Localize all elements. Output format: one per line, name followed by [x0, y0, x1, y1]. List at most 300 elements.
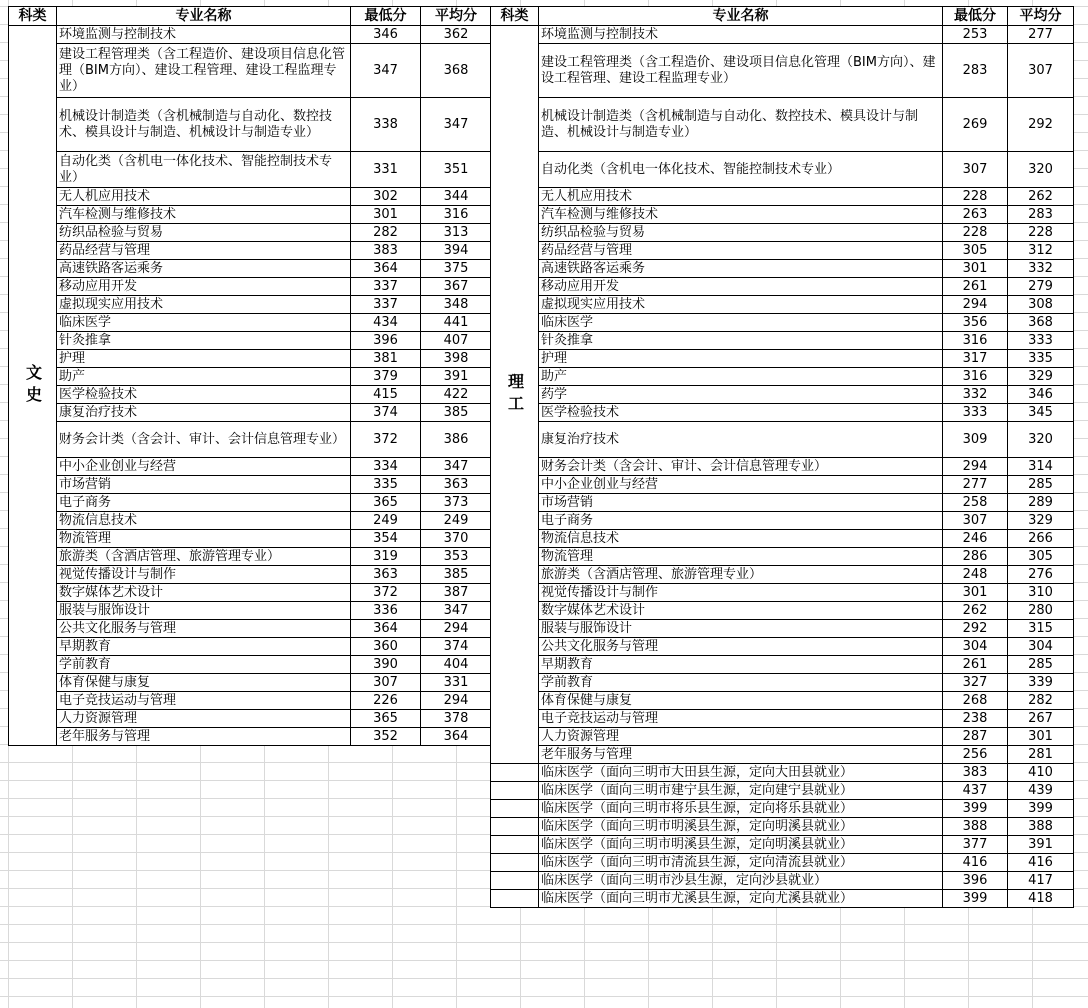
major-name-cell: 环境监测与控制技术	[539, 26, 943, 44]
table-row	[491, 314, 1074, 332]
major-name-cell: 早期教育	[539, 656, 943, 674]
table-row	[9, 530, 492, 548]
min-score-cell: 316	[943, 368, 1008, 386]
major-name-cell: 旅游类（含酒店管理、旅游管理专业）	[57, 548, 351, 566]
major-name-cell: 早期教育	[57, 638, 351, 656]
header-row	[491, 7, 1074, 26]
table-row	[491, 782, 1074, 800]
min-score-cell: 336	[351, 602, 421, 620]
min-score-cell: 249	[351, 512, 421, 530]
avg-score-cell: 279	[1008, 278, 1074, 296]
table-row	[491, 674, 1074, 692]
major-name-cell: 临床医学（面向三明市清流县生源，定向清流县就业）	[539, 854, 943, 872]
table-row	[491, 476, 1074, 494]
min-score-cell: 228	[943, 224, 1008, 242]
min-score-cell: 388	[943, 818, 1008, 836]
major-name-cell: 电子商务	[539, 512, 943, 530]
ligong-score-table	[490, 6, 1074, 908]
avg-score-cell: 362	[421, 26, 492, 44]
avg-score-cell: 331	[421, 674, 492, 692]
category-cell: 文史	[9, 26, 57, 746]
table-row	[491, 566, 1074, 584]
avg-score-cell: 347	[421, 602, 492, 620]
table-row	[491, 98, 1074, 152]
table-row	[491, 332, 1074, 350]
table-row	[491, 872, 1074, 890]
table-row	[9, 548, 492, 566]
major-name-cell: 临床医学（面向三明市大田县生源，定向大田县就业）	[539, 764, 943, 782]
category-cell: 理工	[491, 26, 539, 764]
min-score-cell: 248	[943, 566, 1008, 584]
table-row	[9, 188, 492, 206]
table-row	[491, 224, 1074, 242]
empty-category-cell	[491, 818, 539, 836]
table-row	[491, 422, 1074, 458]
major-name-cell: 建设工程管理类（含工程造价、建设项目信息化管理（BIM方向）、建设工程管理、建设工程监理专业）	[57, 44, 351, 98]
major-name-cell: 康复治疗技术	[539, 422, 943, 458]
empty-category-cell	[491, 836, 539, 854]
avg-score-cell: 313	[421, 224, 492, 242]
table-row	[9, 404, 492, 422]
avg-score-cell: 228	[1008, 224, 1074, 242]
avg-score-cell: 385	[421, 404, 492, 422]
min-score-cell: 307	[943, 512, 1008, 530]
table-row	[9, 296, 492, 314]
major-name-cell: 临床医学	[57, 314, 351, 332]
table-row	[491, 728, 1074, 746]
major-name-cell: 视觉传播设计与制作	[57, 566, 351, 584]
major-name-cell: 药品经营与管理	[57, 242, 351, 260]
major-name-cell: 医学检验技术	[57, 386, 351, 404]
avg-score-cell: 353	[421, 548, 492, 566]
major-name-cell: 临床医学	[539, 314, 943, 332]
table-row	[9, 44, 492, 98]
major-name-cell: 临床医学（面向三明市明溪县生源，定向明溪县就业）	[539, 836, 943, 854]
min-score-cell: 302	[351, 188, 421, 206]
min-score-cell: 331	[351, 152, 421, 188]
min-score-cell: 374	[351, 404, 421, 422]
major-name-cell: 物流管理	[539, 548, 943, 566]
avg-score-cell: 387	[421, 584, 492, 602]
min-score-cell: 305	[943, 242, 1008, 260]
min-score-cell: 317	[943, 350, 1008, 368]
min-score-cell: 319	[351, 548, 421, 566]
min-score-cell: 268	[943, 692, 1008, 710]
major-name-cell: 老年服务与管理	[539, 746, 943, 764]
min-score-cell: 383	[943, 764, 1008, 782]
avg-score-cell: 418	[1008, 890, 1074, 908]
min-score-cell: 261	[943, 656, 1008, 674]
avg-score-cell: 339	[1008, 674, 1074, 692]
min-score-cell: 253	[943, 26, 1008, 44]
major-name-cell: 无人机应用技术	[57, 188, 351, 206]
table-row	[491, 368, 1074, 386]
table-row	[9, 692, 492, 710]
major-name-cell: 康复治疗技术	[57, 404, 351, 422]
avg-score-cell: 262	[1008, 188, 1074, 206]
major-name-cell: 移动应用开发	[539, 278, 943, 296]
min-score-cell: 399	[943, 800, 1008, 818]
min-score-cell: 346	[351, 26, 421, 44]
major-name-cell: 中小企业创业与经营	[57, 458, 351, 476]
table-row	[491, 602, 1074, 620]
avg-score-cell: 386	[421, 422, 492, 458]
avg-score-cell: 312	[1008, 242, 1074, 260]
min-score-cell: 338	[351, 98, 421, 152]
min-score-cell: 352	[351, 728, 421, 746]
header-category: 科类	[491, 7, 539, 26]
min-score-cell: 337	[351, 296, 421, 314]
table-row	[9, 332, 492, 350]
min-score-cell: 415	[351, 386, 421, 404]
table-row	[491, 278, 1074, 296]
avg-score-cell: 283	[1008, 206, 1074, 224]
major-name-cell: 护理	[539, 350, 943, 368]
major-name-cell: 医学检验技术	[539, 404, 943, 422]
avg-score-cell: 307	[1008, 44, 1074, 98]
min-score-cell: 332	[943, 386, 1008, 404]
min-score-cell: 282	[351, 224, 421, 242]
min-score-cell: 399	[943, 890, 1008, 908]
min-score-cell: 309	[943, 422, 1008, 458]
major-name-cell: 建设工程管理类（含工程造价、建设项目信息化管理（BIM方向）、建设工程管理、建设工程监理专业）	[539, 44, 943, 98]
min-score-cell: 372	[351, 422, 421, 458]
major-name-cell: 高速铁路客运乘务	[539, 260, 943, 278]
avg-score-cell: 374	[421, 638, 492, 656]
avg-score-cell: 314	[1008, 458, 1074, 476]
min-score-cell: 364	[351, 620, 421, 638]
avg-score-cell: 385	[421, 566, 492, 584]
avg-score-cell: 305	[1008, 548, 1074, 566]
avg-score-cell: 310	[1008, 584, 1074, 602]
table-row	[9, 242, 492, 260]
table-row	[491, 746, 1074, 764]
table-row	[491, 350, 1074, 368]
table-row	[9, 566, 492, 584]
table-row	[491, 584, 1074, 602]
table-row	[9, 458, 492, 476]
avg-score-cell: 363	[421, 476, 492, 494]
avg-score-cell: 329	[1008, 368, 1074, 386]
major-name-cell: 虚拟现实应用技术	[57, 296, 351, 314]
header-min-score: 最低分	[943, 7, 1008, 26]
min-score-cell: 347	[351, 44, 421, 98]
avg-score-cell: 441	[421, 314, 492, 332]
table-row	[9, 98, 492, 152]
min-score-cell: 261	[943, 278, 1008, 296]
min-score-cell: 269	[943, 98, 1008, 152]
major-name-cell: 自动化类（含机电一体化技术、智能控制技术专业）	[57, 152, 351, 188]
major-name-cell: 机械设计制造类（含机械制造与自动化、数控技术、模具设计与制造、机械设计与制造专业）	[539, 98, 943, 152]
empty-category-cell	[491, 872, 539, 890]
table-row	[491, 764, 1074, 782]
min-score-cell: 437	[943, 782, 1008, 800]
avg-score-cell: 332	[1008, 260, 1074, 278]
major-name-cell: 临床医学（面向三明市尤溪县生源，定向尤溪县就业）	[539, 890, 943, 908]
min-score-cell: 238	[943, 710, 1008, 728]
avg-score-cell: 276	[1008, 566, 1074, 584]
min-score-cell: 277	[943, 476, 1008, 494]
avg-score-cell: 375	[421, 260, 492, 278]
avg-score-cell: 373	[421, 494, 492, 512]
avg-score-cell: 301	[1008, 728, 1074, 746]
avg-score-cell: 267	[1008, 710, 1074, 728]
major-name-cell: 电子竞技运动与管理	[57, 692, 351, 710]
avg-score-cell: 294	[421, 692, 492, 710]
min-score-cell: 372	[351, 584, 421, 602]
major-name-cell: 服装与服饰设计	[57, 602, 351, 620]
table-row	[491, 836, 1074, 854]
avg-score-cell: 285	[1008, 656, 1074, 674]
major-name-cell: 旅游类（含酒店管理、旅游管理专业）	[539, 566, 943, 584]
min-score-cell: 363	[351, 566, 421, 584]
major-name-cell: 无人机应用技术	[539, 188, 943, 206]
table-row	[491, 800, 1074, 818]
avg-score-cell: 370	[421, 530, 492, 548]
major-name-cell: 中小企业创业与经营	[539, 476, 943, 494]
avg-score-cell: 345	[1008, 404, 1074, 422]
avg-score-cell: 308	[1008, 296, 1074, 314]
major-name-cell: 纺织品检验与贸易	[57, 224, 351, 242]
min-score-cell: 307	[351, 674, 421, 692]
table-row	[491, 458, 1074, 476]
major-name-cell: 自动化类（含机电一体化技术、智能控制技术专业）	[539, 152, 943, 188]
min-score-cell: 379	[351, 368, 421, 386]
avg-score-cell: 294	[421, 620, 492, 638]
avg-score-cell: 346	[1008, 386, 1074, 404]
major-name-cell: 财务会计类（含会计、审计、会计信息管理专业）	[539, 458, 943, 476]
major-name-cell: 汽车检测与维修技术	[57, 206, 351, 224]
table-row	[491, 692, 1074, 710]
min-score-cell: 307	[943, 152, 1008, 188]
major-name-cell: 临床医学（面向三明市沙县生源，定向沙县就业）	[539, 872, 943, 890]
table-row	[491, 152, 1074, 188]
major-name-cell: 临床医学（面向三明市明溪县生源，定向明溪县就业）	[539, 818, 943, 836]
table-row	[9, 476, 492, 494]
table-row	[491, 548, 1074, 566]
avg-score-cell: 320	[1008, 152, 1074, 188]
major-name-cell: 临床医学（面向三明市建宁县生源，定向建宁县就业）	[539, 782, 943, 800]
major-name-cell: 体育保健与康复	[539, 692, 943, 710]
avg-score-cell: 347	[421, 458, 492, 476]
avg-score-cell: 410	[1008, 764, 1074, 782]
table-row	[9, 224, 492, 242]
header-row	[9, 7, 492, 26]
major-name-cell: 市场营销	[539, 494, 943, 512]
table-row	[491, 26, 1074, 44]
table-row	[491, 710, 1074, 728]
min-score-cell: 337	[351, 278, 421, 296]
major-name-cell: 助产	[539, 368, 943, 386]
avg-score-cell: 320	[1008, 422, 1074, 458]
table-row	[9, 728, 492, 746]
avg-score-cell: 422	[421, 386, 492, 404]
avg-score-cell: 329	[1008, 512, 1074, 530]
min-score-cell: 294	[943, 296, 1008, 314]
avg-score-cell: 347	[421, 98, 492, 152]
table-row	[9, 350, 492, 368]
min-score-cell: 226	[351, 692, 421, 710]
major-name-cell: 学前教育	[539, 674, 943, 692]
avg-score-cell: 394	[421, 242, 492, 260]
avg-score-cell: 398	[421, 350, 492, 368]
avg-score-cell: 364	[421, 728, 492, 746]
avg-score-cell: 277	[1008, 26, 1074, 44]
major-name-cell: 物流管理	[57, 530, 351, 548]
min-score-cell: 390	[351, 656, 421, 674]
major-name-cell: 电子商务	[57, 494, 351, 512]
avg-score-cell: 391	[1008, 836, 1074, 854]
min-score-cell: 356	[943, 314, 1008, 332]
min-score-cell: 292	[943, 620, 1008, 638]
min-score-cell: 396	[943, 872, 1008, 890]
major-name-cell: 市场营销	[57, 476, 351, 494]
avg-score-cell: 378	[421, 710, 492, 728]
table-row	[9, 26, 492, 44]
major-name-cell: 服装与服饰设计	[539, 620, 943, 638]
min-score-cell: 301	[943, 260, 1008, 278]
min-score-cell: 304	[943, 638, 1008, 656]
min-score-cell: 246	[943, 530, 1008, 548]
avg-score-cell: 416	[1008, 854, 1074, 872]
avg-score-cell: 315	[1008, 620, 1074, 638]
empty-category-cell	[491, 800, 539, 818]
empty-category-cell	[491, 782, 539, 800]
major-name-cell: 机械设计制造类（含机械制造与自动化、数控技术、模具设计与制造、机械设计与制造专业）	[57, 98, 351, 152]
min-score-cell: 258	[943, 494, 1008, 512]
major-name-cell: 针灸推拿	[57, 332, 351, 350]
table-row	[9, 710, 492, 728]
avg-score-cell: 304	[1008, 638, 1074, 656]
table-row	[491, 260, 1074, 278]
table-row	[491, 206, 1074, 224]
major-name-cell: 公共文化服务与管理	[57, 620, 351, 638]
avg-score-cell: 348	[421, 296, 492, 314]
table-row	[491, 818, 1074, 836]
avg-score-cell: 280	[1008, 602, 1074, 620]
major-name-cell: 药品经营与管理	[539, 242, 943, 260]
header-min-score: 最低分	[351, 7, 421, 26]
table-row	[9, 512, 492, 530]
major-name-cell: 财务会计类（含会计、审计、会计信息管理专业）	[57, 422, 351, 458]
major-name-cell: 虚拟现实应用技术	[539, 296, 943, 314]
avg-score-cell: 282	[1008, 692, 1074, 710]
avg-score-cell: 367	[421, 278, 492, 296]
min-score-cell: 228	[943, 188, 1008, 206]
major-name-cell: 体育保健与康复	[57, 674, 351, 692]
table-row	[491, 188, 1074, 206]
min-score-cell: 335	[351, 476, 421, 494]
table-row	[9, 368, 492, 386]
min-score-cell: 286	[943, 548, 1008, 566]
avg-score-cell: 399	[1008, 800, 1074, 818]
min-score-cell: 301	[943, 584, 1008, 602]
table-row	[9, 206, 492, 224]
wenshi-score-table	[8, 6, 492, 746]
major-name-cell: 人力资源管理	[539, 728, 943, 746]
header-major-name: 专业名称	[539, 7, 943, 26]
table-row	[491, 530, 1074, 548]
table-row	[9, 656, 492, 674]
avg-score-cell: 407	[421, 332, 492, 350]
min-score-cell: 287	[943, 728, 1008, 746]
avg-score-cell: 344	[421, 188, 492, 206]
major-name-cell: 药学	[539, 386, 943, 404]
table-row	[491, 890, 1074, 908]
avg-score-cell: 316	[421, 206, 492, 224]
table-row	[491, 296, 1074, 314]
table-row	[9, 494, 492, 512]
avg-score-cell: 368	[421, 44, 492, 98]
min-score-cell: 434	[351, 314, 421, 332]
min-score-cell: 396	[351, 332, 421, 350]
avg-score-cell: 391	[421, 368, 492, 386]
min-score-cell: 360	[351, 638, 421, 656]
major-name-cell: 数字媒体艺术设计	[539, 602, 943, 620]
table-row	[9, 422, 492, 458]
avg-score-cell: 292	[1008, 98, 1074, 152]
table-row	[9, 602, 492, 620]
major-name-cell: 环境监测与控制技术	[57, 26, 351, 44]
header-category: 科类	[9, 7, 57, 26]
min-score-cell: 262	[943, 602, 1008, 620]
min-score-cell: 327	[943, 674, 1008, 692]
avg-score-cell: 388	[1008, 818, 1074, 836]
min-score-cell: 383	[351, 242, 421, 260]
min-score-cell: 301	[351, 206, 421, 224]
min-score-cell: 316	[943, 332, 1008, 350]
min-score-cell: 381	[351, 350, 421, 368]
major-name-cell: 物流信息技术	[57, 512, 351, 530]
header-avg-score: 平均分	[421, 7, 492, 26]
table-row	[9, 584, 492, 602]
min-score-cell: 256	[943, 746, 1008, 764]
major-name-cell: 移动应用开发	[57, 278, 351, 296]
major-name-cell: 助产	[57, 368, 351, 386]
major-name-cell: 纺织品检验与贸易	[539, 224, 943, 242]
avg-score-cell: 439	[1008, 782, 1074, 800]
table-row	[491, 638, 1074, 656]
major-name-cell: 视觉传播设计与制作	[539, 584, 943, 602]
major-name-cell: 学前教育	[57, 656, 351, 674]
major-name-cell: 物流信息技术	[539, 530, 943, 548]
table-row	[491, 620, 1074, 638]
table-row	[491, 656, 1074, 674]
avg-score-cell: 368	[1008, 314, 1074, 332]
min-score-cell: 334	[351, 458, 421, 476]
avg-score-cell: 266	[1008, 530, 1074, 548]
table-row	[491, 242, 1074, 260]
header-major-name: 专业名称	[57, 7, 351, 26]
min-score-cell: 364	[351, 260, 421, 278]
table-row	[9, 638, 492, 656]
major-name-cell: 汽车检测与维修技术	[539, 206, 943, 224]
min-score-cell: 263	[943, 206, 1008, 224]
empty-category-cell	[491, 890, 539, 908]
min-score-cell: 294	[943, 458, 1008, 476]
major-name-cell: 临床医学（面向三明市将乐县生源，定向将乐县就业）	[539, 800, 943, 818]
empty-category-cell	[491, 764, 539, 782]
min-score-cell: 365	[351, 710, 421, 728]
major-name-cell: 针灸推拿	[539, 332, 943, 350]
table-row	[491, 854, 1074, 872]
empty-category-cell	[491, 854, 539, 872]
major-name-cell: 高速铁路客运乘务	[57, 260, 351, 278]
avg-score-cell: 285	[1008, 476, 1074, 494]
min-score-cell: 283	[943, 44, 1008, 98]
avg-score-cell: 351	[421, 152, 492, 188]
avg-score-cell: 335	[1008, 350, 1074, 368]
